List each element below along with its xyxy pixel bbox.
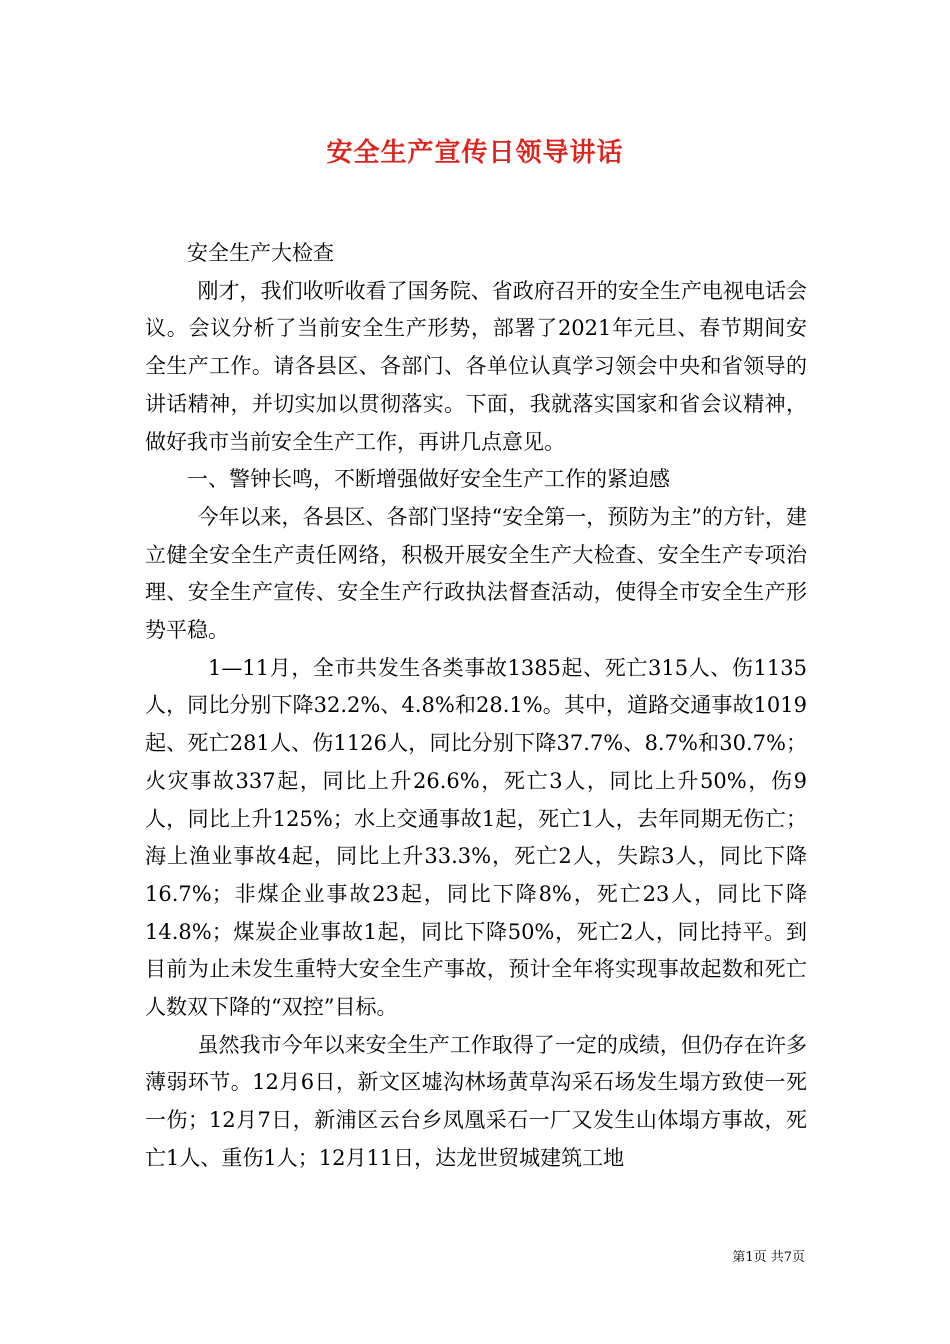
paragraph-statistics: 1—11月，全市共发生各类事故1385起、死亡315人、伤1135人，同比分别下降32.2%、4.8%和28.1%。其中，道路交通事故1019起、死亡281人、伤1126人，同比分别下降37.7%、8.7%和30.7%；火灾事故337起，同比上升26.6%，死亡3人，同比上升50%，伤9人，同比上升125%；水上交通事故1起，死亡1人，去年同期无伤亡；海上渔业事故4起，同比上升33.3%，死亡2人，失踪3人，同比下降16.7%；非煤企业事故23起，同比下降8%，死亡23人，同比下降14.8%；煤炭企业事故1起，同比下降50%，死亡2人，同比持平。到目前为止未发生重特大安全生产事故，预计全年将实现事故起数和死亡人数双下降的“双控”目标。 bbox=[145, 655, 807, 1020]
paragraph-weaknesses: 虽然我市今年以来安全生产工作取得了一定的成绩，但仍存在许多薄弱环节。12月6日，新文区墟沟林场黄草沟采石场发生塌方致使一死一伤；12月7日，新浦区云台乡凤凰采石一厂又发生山体塌方事故，死亡1人、重伤1人；12月11日，达龙世贸城建筑工地 bbox=[145, 1032, 807, 1170]
document-title: 安全生产宣传日领导讲话 bbox=[326, 138, 624, 168]
paragraph-heading-one: 一、警钟长鸣，不断增强做好安全生产工作的紧迫感 bbox=[187, 467, 670, 492]
page-number: 第1页 共7页 bbox=[732, 1250, 805, 1265]
paragraph-section-heading: 安全生产大检查 bbox=[187, 241, 334, 265]
paragraph-policy: 今年以来，各县区、各部门坚持“安全第一，预防为主”的方针，建立健全安全生产责任网络，积极开展安全生产大检查、安全生产专项治理、安全生产宣传、安全生产行政执法督查活动，使得全市安全生产形势平稳。 bbox=[145, 504, 807, 643]
paragraph-intro: 刚才，我们收听收看了国务院、省政府召开的安全生产电视电话会议。会议分析了当前安全生产形势，部署了2021年元旦、春节期间安全生产工作。请各县区、各部门、各单位认真学习领会中央和省领导的讲话精神，并切实加以贯彻落实。下面，我就落实国家和省会议精神，做好我市当前安全生产工作，再讲几点意见。 bbox=[145, 278, 807, 454]
document-body bbox=[145, 235, 807, 1178]
